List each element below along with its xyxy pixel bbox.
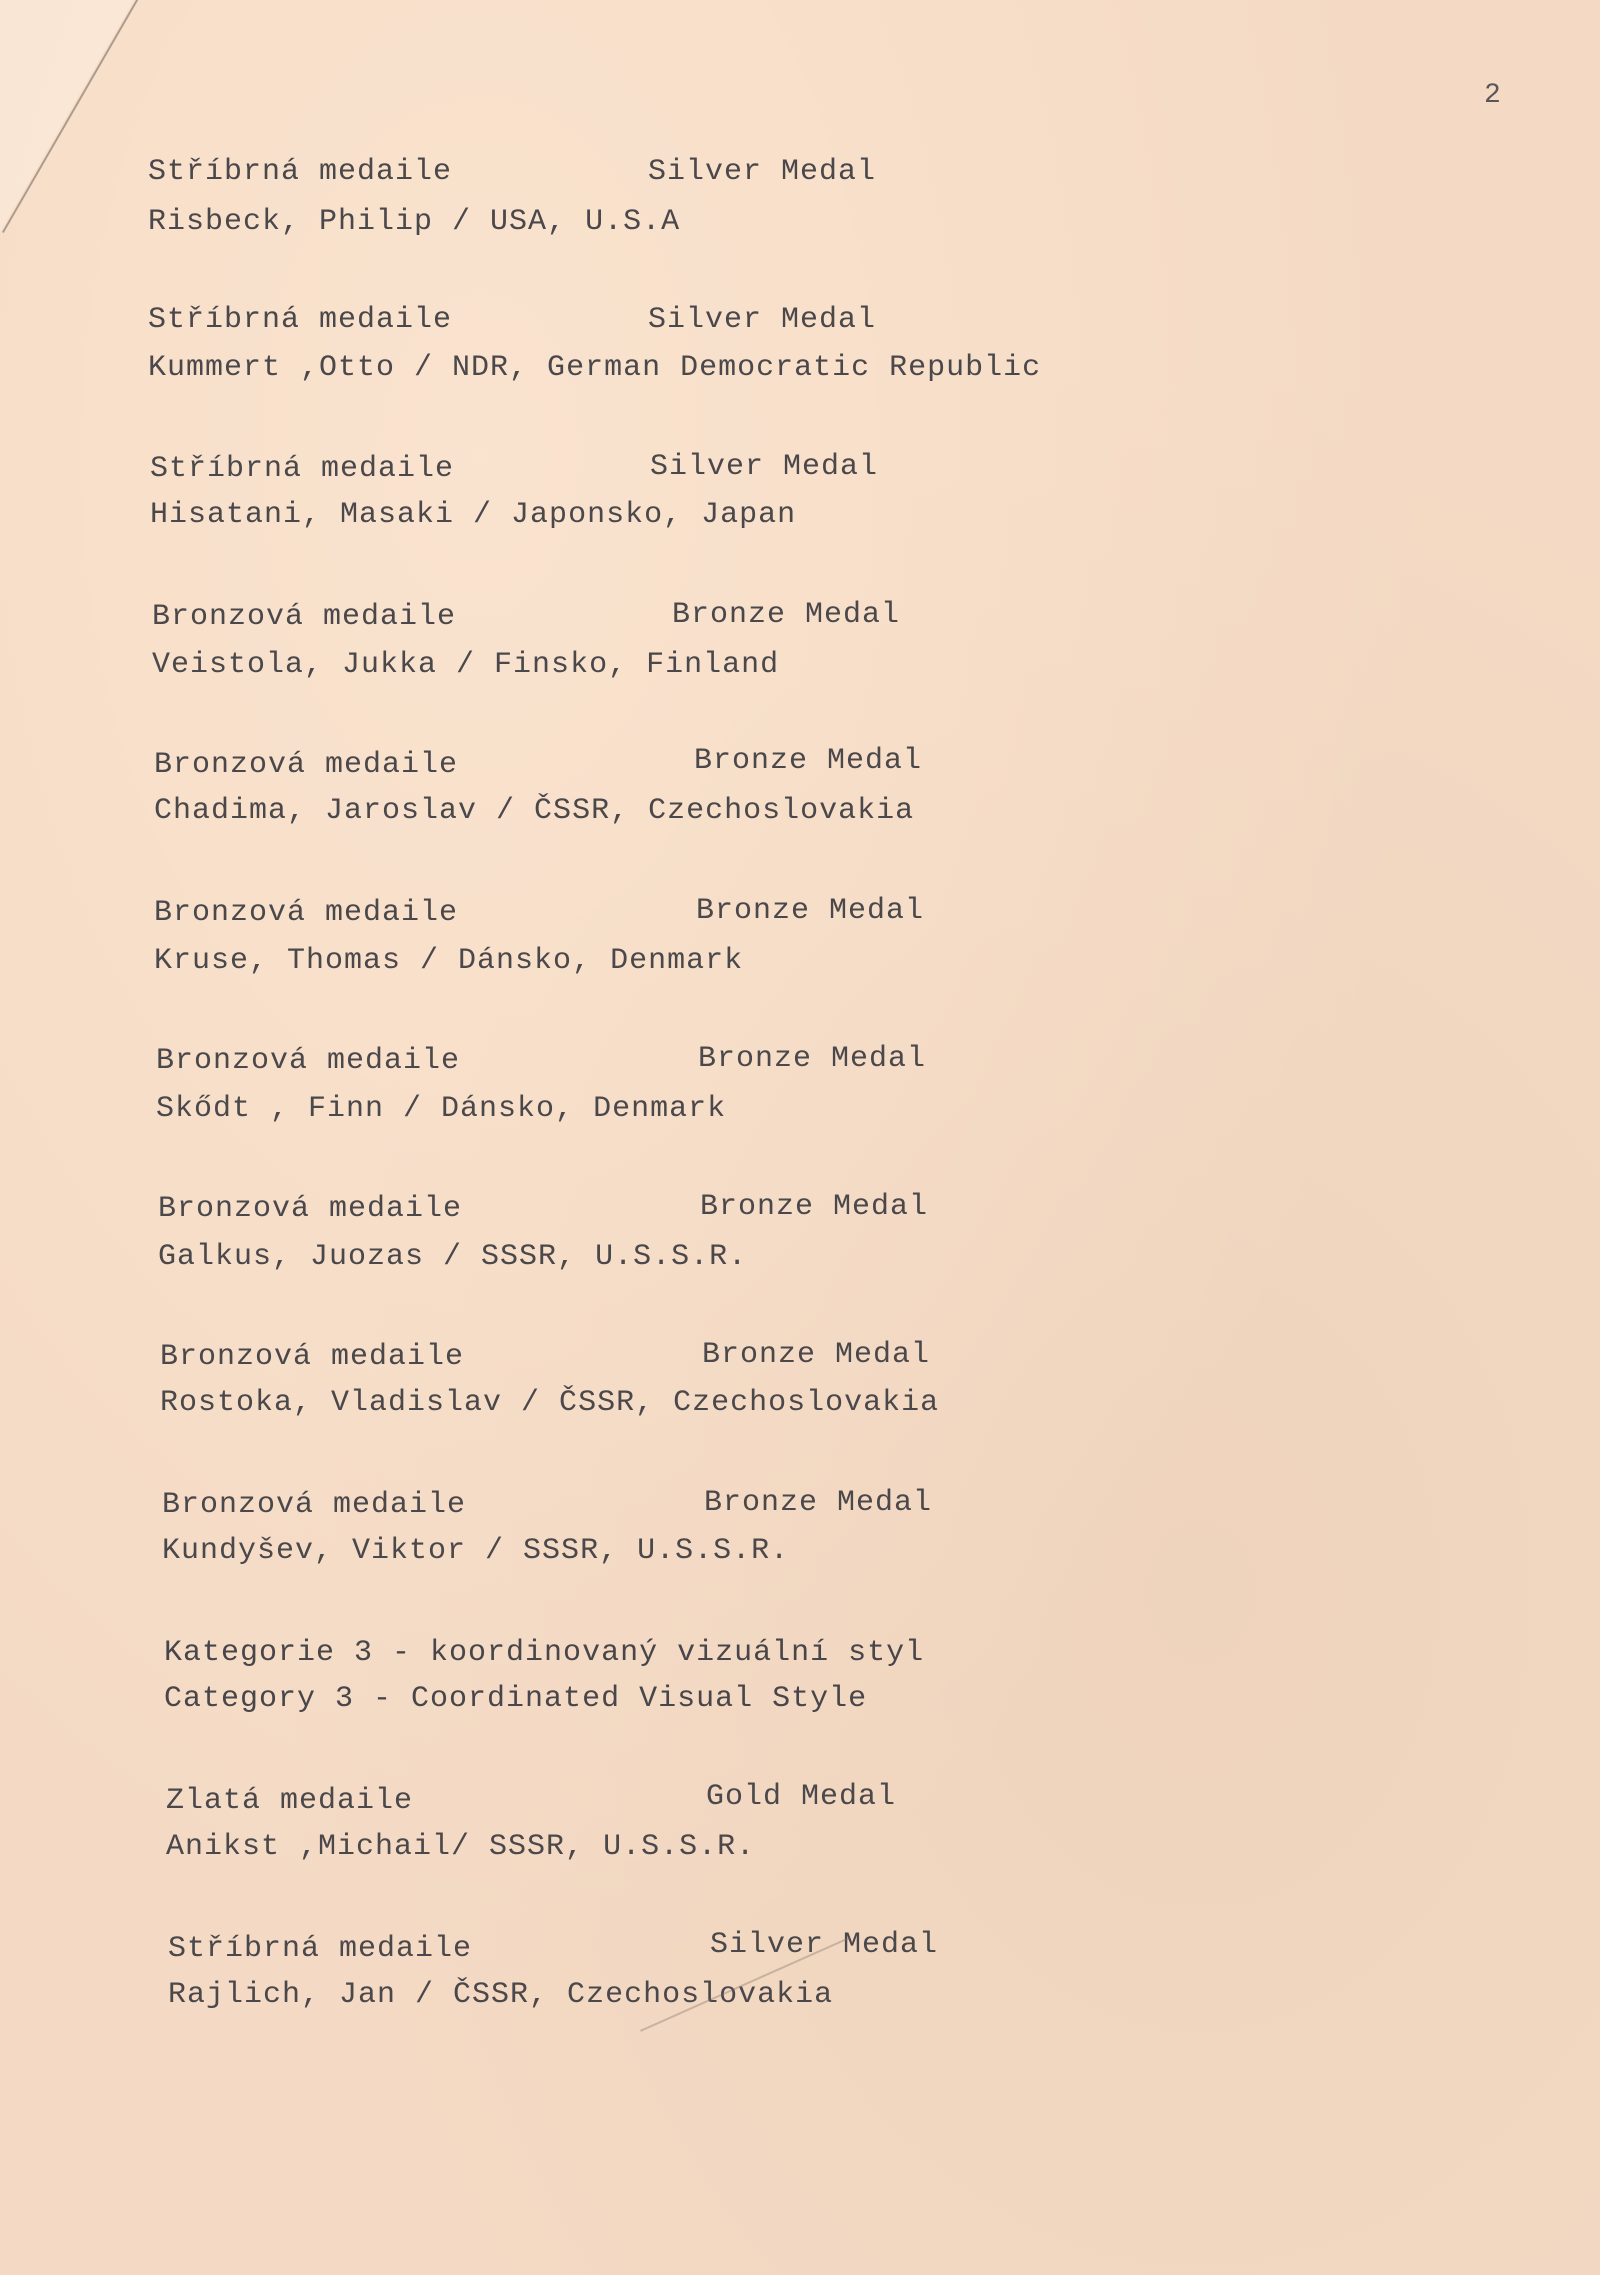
award-english-label: Bronze Medal <box>702 1338 931 1372</box>
award-czech-label: Bronzová medaile <box>154 896 459 930</box>
award-entry <box>0 155 1600 255</box>
award-recipient: Kundyšev, Viktor / SSSR, U.S.S.R. <box>162 1534 790 1568</box>
award-recipient: Galkus, Juozas / SSSR, U.S.S.R. <box>158 1240 748 1274</box>
award-entry <box>0 452 1600 552</box>
award-entry <box>0 1340 1600 1440</box>
award-czech-label: Bronzová medaile <box>162 1488 467 1522</box>
award-czech-label: Bronzová medaile <box>152 600 457 634</box>
award-entry <box>0 303 1600 403</box>
award-czech-label: Stříbrná medaile <box>168 1932 473 1966</box>
award-recipient: Hisatani, Masaki / Japonsko, Japan <box>150 498 797 532</box>
award-czech-label: Stříbrná medaile <box>150 452 455 486</box>
award-czech-label: Bronzová medaile <box>156 1044 461 1078</box>
category-english-title: Category 3 - Coordinated Visual Style <box>164 1682 868 1716</box>
award-recipient: Rostoka, Vladislav / ČSSR, Czechoslovakia <box>160 1386 940 1420</box>
award-recipient: Kummert ,Otto / NDR, German Democratic Republic <box>148 351 1042 385</box>
category-heading <box>0 1636 1600 1736</box>
award-english-label: Silver Medal <box>648 303 877 337</box>
award-recipient: Kruse, Thomas / Dánsko, Denmark <box>154 944 744 978</box>
award-entry <box>0 1488 1600 1588</box>
award-czech-label: Bronzová medaile <box>154 748 459 782</box>
award-recipient: Veistola, Jukka / Finsko, Finland <box>152 648 780 682</box>
award-czech-label: Bronzová medaile <box>160 1340 465 1374</box>
category-czech-title: Kategorie 3 - koordinovaný vizuální styl <box>164 1636 925 1670</box>
award-recipient: Risbeck, Philip / USA, U.S.A <box>148 205 681 239</box>
page-number: 2 <box>1484 80 1501 111</box>
award-english-label: Bronze Medal <box>704 1486 933 1520</box>
award-entry <box>0 1044 1600 1144</box>
award-entry <box>0 1928 1600 2032</box>
award-english-label: Silver Medal <box>650 450 879 484</box>
award-czech-label: Zlatá medaile <box>166 1784 414 1818</box>
award-czech-label: Bronzová medaile <box>158 1192 463 1226</box>
award-english-label: Bronze Medal <box>672 598 901 632</box>
award-recipient: Chadima, Jaroslav / ČSSR, Czechoslovakia <box>154 794 915 828</box>
award-entry <box>0 896 1600 996</box>
award-english-label: Silver Medal <box>648 155 877 189</box>
award-english-label: Bronze Medal <box>694 744 923 778</box>
award-english-label: Silver Medal <box>710 1928 939 1962</box>
award-recipient: Anikst ,Michail/ SSSR, U.S.S.R. <box>166 1830 756 1864</box>
award-entry <box>0 1780 1600 1884</box>
award-english-label: Bronze Medal <box>698 1042 927 1076</box>
award-entry <box>0 744 1600 848</box>
award-recipient: Rajlich, Jan / ČSSR, Czechoslovakia <box>168 1978 834 2012</box>
award-english-label: Bronze Medal <box>700 1190 929 1224</box>
award-english-label: Bronze Medal <box>696 894 925 928</box>
award-entry <box>0 600 1600 700</box>
award-english-label: Gold Medal <box>706 1780 897 1814</box>
award-recipient: Skődt , Finn / Dánsko, Denmark <box>156 1092 727 1126</box>
award-czech-label: Stříbrná medaile <box>148 303 453 337</box>
award-czech-label: Stříbrná medaile <box>148 155 453 189</box>
award-entry <box>0 1192 1600 1292</box>
